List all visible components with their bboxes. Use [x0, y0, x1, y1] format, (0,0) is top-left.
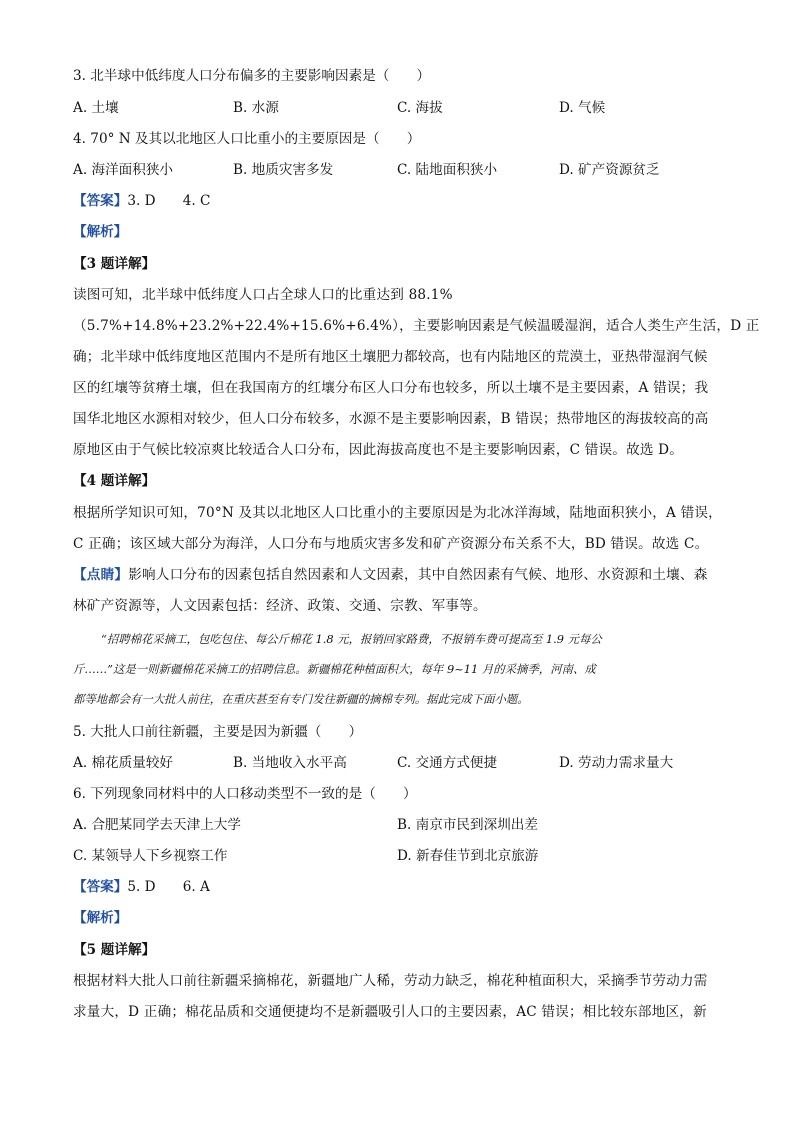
- answer-block-1: [73, 192, 210, 210]
- question-4-stem: 4. 70° N 及其以北地区人口比重小的主要原因是（ ）: [73, 131, 421, 147]
- q3-option-b: B. 水源: [233, 100, 279, 116]
- q4-option-d: D. 矿产资源贫乏: [559, 162, 660, 178]
- material-line: 都等地都会有一大批人前往，在重庆甚至有专门发往新疆的摘棉专列。据此完成下面小题。: [73, 692, 529, 706]
- q5-option-b: B. 当地收入水平高: [233, 755, 347, 771]
- dianjing-tag: 【点睛】: [73, 567, 129, 583]
- material-line: 斤……”这是一则新疆棉花采摘工的招聘信息。新疆棉花种植面积大，每年 9~11 月的采摘季，河南、成: [73, 662, 596, 676]
- detail-5-line: 求量大，D 正确；棉花品质和交通便捷均不是新疆吸引人口的主要因素，AC 错误；相比较东部地区，新: [73, 1004, 707, 1020]
- q5-option-d: D. 劳动力需求量大: [559, 755, 674, 771]
- detail-3-line: 确；北半球中低纬度地区范围内不是所有地区土壤肥力都较高，也有内陆地区的荒漠土，亚热带湿润气候: [73, 349, 708, 365]
- answer-block-2: [73, 878, 210, 896]
- analysis-tag: 【解析】: [73, 224, 128, 240]
- q4-option-b: B. 地质灾害多发: [233, 162, 334, 178]
- q5-option-a: A. 棉花质量较好: [73, 755, 174, 771]
- detail-4-line: C 正确；该区域大部分为海洋，人口分布与地质灾害多发和矿产资源分布关系不大，BD 错误。故选 C。: [73, 536, 709, 552]
- detail-3-line: 国华北地区水源相对较少，但人口分布较多，水源不是主要影响因素，B 错误；热带地区的海拔较高的高: [73, 411, 709, 427]
- answer-tag: 【答案】: [73, 193, 128, 209]
- question-6-options-row-2: [73, 847, 733, 865]
- detail-5-title: 【5 题详解】: [73, 942, 156, 958]
- question-3-options: [73, 99, 733, 117]
- q5-option-c: C. 交通方式便捷: [397, 755, 498, 771]
- dianjing-line: 影响人口分布的因素包括自然因素和人文因素，其中自然因素有气候、地形、水资源和土壤、森: [128, 567, 708, 583]
- question-6-options-row-1: [73, 816, 733, 834]
- q3-option-a: A. 土壤: [73, 100, 119, 116]
- answer-tag: 【答案】: [73, 879, 128, 895]
- q4-option-a: A. 海洋面积狭小: [73, 162, 174, 178]
- detail-3-line: 原地区由于气候比较凉爽比较适合人口分布，因此海拔高度也不是主要影响因素，C 错误。故选 D。: [73, 442, 684, 458]
- q6-option-d: D. 新春佳节到北京旅游: [397, 848, 539, 864]
- question-5-stem: 5. 大批人口前往新疆，主要是因为新疆（ ）: [73, 724, 363, 740]
- answer-text: 3. D 4. C: [127, 193, 211, 209]
- q4-option-c: C. 陆地面积狭小: [397, 162, 498, 178]
- question-3-stem: 3. 北半球中低纬度人口分布偏多的主要影响因素是（ ）: [73, 68, 431, 84]
- detail-3-line: 读图可知，北半球中低纬度人口占全球人口的比重达到 88.1%: [73, 287, 453, 303]
- q3-option-d: D. 气候: [559, 100, 606, 116]
- q6-option-b: B. 南京市民到深圳出差: [397, 817, 538, 833]
- detail-3-line: 区的红壤等贫瘠土壤，但在我国南方的红壤分布区人口分布也较多，所以土壤不是主要因素，A 错误；我: [73, 380, 709, 396]
- answer-text: 5. D 6. A: [127, 879, 210, 895]
- detail-3-title: 【3 题详解】: [73, 256, 156, 272]
- detail-5-line: 根据材料大批人口前往新疆采摘棉花，新疆地广人稀，劳动力缺乏，棉花种植面积大，采摘季节劳动力需: [73, 973, 708, 989]
- question-5-options: [73, 754, 733, 772]
- detail-4-line: 根据所学知识可知，70°N 及其以北地区人口比重小的主要原因是为北冰洋海域，陆地面积狭小，A 错误，: [73, 505, 722, 521]
- q6-option-a: A. 合肥某同学去天津上大学: [73, 817, 241, 833]
- analysis-tag: 【解析】: [73, 910, 128, 926]
- dianjing-line: 林矿产资源等，人文因素包括：经济、政策、交通、宗教、军事等。: [73, 598, 487, 614]
- dianjing-block: [73, 566, 708, 584]
- material-line: “招聘棉花采摘工，包吃包住、每公斤棉花 1.8 元，报销回家路费，不报销车费可提高至 1.9 元每公: [101, 632, 602, 646]
- q3-option-c: C. 海拔: [397, 100, 443, 116]
- question-6-stem: 6. 下列现象同材料中的人口移动类型不一致的是（ ）: [73, 786, 417, 802]
- detail-4-title: 【4 题详解】: [73, 473, 156, 489]
- q6-option-c: C. 某领导人下乡视察工作: [73, 848, 228, 864]
- detail-3-line: （5.7%+14.8%+23.2%+22.4%+15.6%+6.4%），主要影响因素是气候温暖湿润，适合人类生产生活，D 正: [73, 318, 760, 334]
- question-4-options: [73, 161, 733, 179]
